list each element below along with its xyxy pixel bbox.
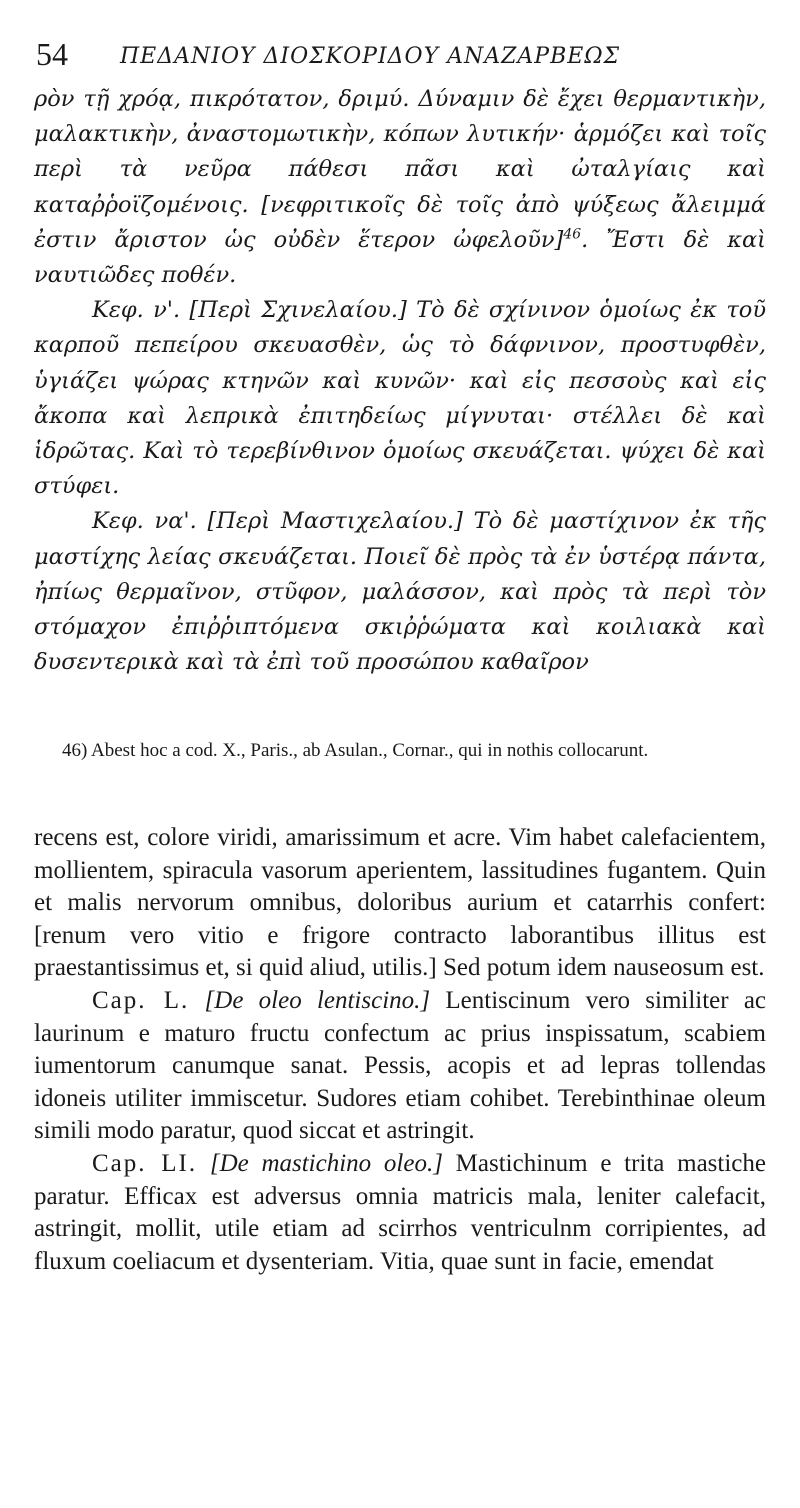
greek-chapter-51-title: [Περὶ Μαστιχελαίου.] xyxy=(207,508,463,535)
footnote-marker: 46 xyxy=(563,226,582,243)
latin-chapter-51 xyxy=(34,1148,766,1278)
footnote-46 xyxy=(34,738,766,763)
greek-text-block xyxy=(34,82,766,680)
latin-text-block xyxy=(34,822,766,1278)
latin-chapter-50-text: Lentiscinum vero similiter ac laurinum e maturo fructu confectum ac prius inspissatum, scabiem iumentorum canumque sanat. Pessis, acopis et ad lepras tollendas idoneis utiliter immiscetur. Sudores etiam cohibet. Terebinthinae oleum simili modo paratur, quod siccat et astringit. xyxy=(34,986,767,1145)
running-head xyxy=(32,36,770,76)
latin-chapter-50-number: Cap. L. xyxy=(92,986,190,1014)
greek-chapter-51-text: Τὸ δὲ μαστίχινον ἐκ τῆς μαστίχης λείας σκευάζεται. Ποιεῖ δὲ πρὸς τὰ ἐν ὑστέρᾳ πάντα, ἠπίως θερμαῖνον, στῦφον, μαλάσσον, καὶ πρὸς τὰ περὶ τὸν στόμαχον ἐπιῤῥιπτόμενα σκιῤῥώματα καὶ κοιλιακὰ καὶ δυσεντερικὰ καὶ τὰ ἐπὶ τοῦ προσώπου καθαῖρον xyxy=(34,508,766,676)
greek-chapter-50 xyxy=(34,293,766,504)
running-title: ΠΕΔΑΝΙΟΥ ΔΙΟΣΚΟΡΙΔΟΥ ΑΝΑΖΑΡΒΕΩΣ xyxy=(120,44,621,69)
greek-paragraph-1 xyxy=(34,82,766,293)
greek-chapter-50-text: Τὸ δὲ σχίνινον ὁμοίως ἐκ τοῦ καρποῦ πεπείρου σκευασθὲν, ὡς τὸ δάφνινον, προστυφθὲν, ὑγιάζει ψώρας κτηνῶν καὶ κυνῶν· καὶ εἰς πεσσοὺς καὶ εἰς ἄκοπα καὶ λεπρικὰ ἐπιτηδείως μίγνυται· στέλλει δὲ καὶ ἱδρῶτας. Καὶ τὸ τερεβίνθινον ὁμοίως σκευάζεται. ψύχει δὲ καὶ στύφει. xyxy=(34,297,766,500)
footnote-text: 46) Abest hoc a cod. X., Paris., ab Asulan., Cornar., qui in nothis collocarunt. xyxy=(62,740,649,761)
greek-chapter-50-title: [Περὶ Σχινελαίου.] xyxy=(189,297,407,324)
page-number: 54 xyxy=(36,36,68,72)
greek-chapter-51 xyxy=(34,504,766,680)
latin-chapter-51-title: [De mastichino oleo.] xyxy=(209,1149,443,1177)
greek-paragraph-1-tail: . Ἔστι δὲ καὶ ναυτιῶδες ποθέν. xyxy=(34,226,766,289)
latin-chapter-50-title: [De oleo lentiscino.] xyxy=(204,986,431,1014)
latin-paragraph-1: recens est, colore viridi, amarissimum et acre. Vim habet calefacientem, mollientem, spiracula vasorum aperientem, lassitudines fugantem. Quin et malis nervorum omnibus, doloribus aurium et catarrhis confert: [renum vero vitio e frigore contracto laborantibus illitus est praestantissimus et, si quid aliud, utilis.] Sed potum idem nauseosum est. xyxy=(34,824,766,982)
latin-chapter-50 xyxy=(34,985,766,1148)
latin-chapter-51-number: Cap. LI. xyxy=(92,1149,198,1177)
greek-chapter-50-number: Κεφ. ν'. xyxy=(92,297,181,324)
latin-chapter-51-text: Mastichinum e trita mastiche paratur. Efficax est adversus omnia matricis mala, leniter calefacit, astringit, mollit, utile etiam ad scirrhos ventriculnm corripientes, ad fluxum coeliacum et dysenteriam. Vitia, quae sunt in facie, emendat xyxy=(34,1149,766,1275)
greek-paragraph-1-text: ρὸν τῇ χρόᾳ, πικρότατον, δριμύ. Δύναμιν δὲ ἔχει θερμαντικὴν, μαλακτικὴν, ἀναστομωτικὴν, κόπων λυτικήν· ἁρμόζει καὶ τοῖς περὶ τὰ νεῦρα πάθεσι πᾶσι καὶ ὠταλγίαις καὶ καταῤῥοϊζομένοις. [νεφριτικοῖς δὲ τοῖς ἀπὸ ψύξεως ἄλειμμά ἐστιν ἄριστον ὡς οὐδὲν ἕτερον ὠφελοῦν] xyxy=(34,86,766,253)
greek-chapter-51-number: Κεφ. να'. xyxy=(92,508,197,535)
